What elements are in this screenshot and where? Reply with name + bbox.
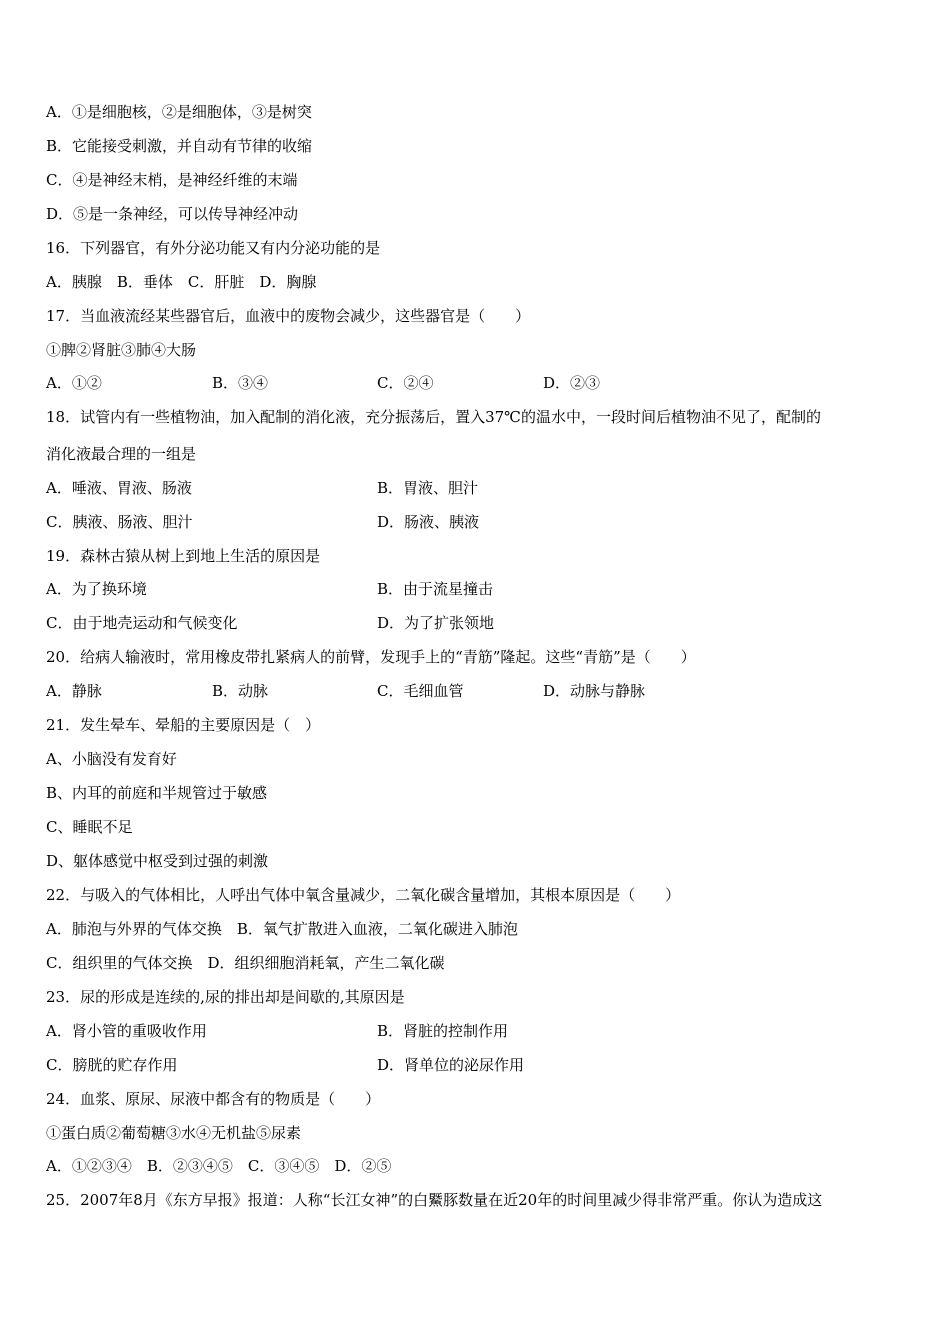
q22-options-cd: C．组织里的气体交换 D．组织细胞消耗氧，产生二氧化碳 bbox=[46, 954, 445, 972]
q19-option-a: A．为了换环境 bbox=[46, 580, 147, 598]
q22-options-ab: A．肺泡与外界的气体交换 B．氧气扩散进入血液，二氧化碳进入肺泡 bbox=[46, 920, 518, 938]
q18-stem-line1: 18．试管内有一些植物油，加入配制的消化液，充分振荡后，置入37℃的温水中，一段时间后植物油不见了，配制的 bbox=[46, 408, 821, 426]
q16-options: A．胰腺 B．垂体 C．肝脏 D．胸腺 bbox=[46, 273, 317, 291]
q20-option-d: D．动脉与静脉 bbox=[543, 682, 646, 700]
q15-option-b: B．它能接受刺激，并自动有节律的收缩 bbox=[46, 137, 313, 155]
q16-stem: 16．下列器官，有外分泌功能又有内分泌功能的是 bbox=[46, 239, 381, 257]
q17-option-a: A．①② bbox=[46, 374, 102, 392]
q17-stem: 17．当血液流经某些器官后，血液中的废物会减少，这些器官是（ ） bbox=[46, 307, 531, 325]
q19-option-c: C．由于地壳运动和气候变化 bbox=[46, 614, 238, 632]
q21-option-b: B、内耳的前庭和半规管过于敏感 bbox=[46, 784, 268, 802]
q15-option-c: C．④是神经末梢，是神经纤维的末端 bbox=[46, 171, 298, 189]
q19-option-b: B．由于流星撞击 bbox=[377, 580, 494, 598]
q21-option-d: D、躯体感觉中枢受到过强的刺激 bbox=[46, 852, 269, 870]
q18-option-d: D．肠液、胰液 bbox=[377, 513, 480, 531]
q25-stem: 25．2007年8月《东方早报》报道：人称“长江女神”的白鱀豚数量在近20年的时间里减少得非常严重。你认为造成这 bbox=[46, 1191, 823, 1209]
q15-option-d: D．⑤是一条神经，可以传导神经冲动 bbox=[46, 205, 299, 223]
q23-option-d: D．肾单位的泌尿作用 bbox=[377, 1056, 525, 1074]
q23-option-a: A．肾小管的重吸收作用 bbox=[46, 1022, 207, 1040]
q24-options: A．①②③④ B．②③④⑤ C．③④⑤ D．②⑤ bbox=[46, 1157, 392, 1175]
q17-option-d: D．②③ bbox=[543, 374, 601, 392]
q15-option-a: A．①是细胞核，②是细胞体，③是树突 bbox=[46, 103, 312, 121]
q18-option-b: B．胃液、胆汁 bbox=[377, 479, 479, 497]
q20-option-c: C．毛细血管 bbox=[377, 682, 464, 700]
q24-items: ①蛋白质②葡萄糖③水④无机盐⑤尿素 bbox=[46, 1124, 302, 1142]
q18-option-a: A．唾液、胃液、肠液 bbox=[46, 479, 192, 497]
q19-stem: 19．森林古猿从树上到地上生活的原因是 bbox=[46, 547, 321, 565]
q17-option-b: B．③④ bbox=[212, 374, 269, 392]
q23-stem: 23．尿的形成是连续的,尿的排出却是间歇的,其原因是 bbox=[46, 988, 405, 1006]
q18-option-c: C．胰液、肠液、胆汁 bbox=[46, 513, 193, 531]
q18-stem-line2: 消化液最合理的一组是 bbox=[46, 445, 197, 463]
q21-option-a: A、小脑没有发育好 bbox=[46, 750, 177, 768]
q23-option-b: B．肾脏的控制作用 bbox=[377, 1022, 509, 1040]
q21-stem: 21．发生晕车、晕船的主要原因是（ ） bbox=[46, 716, 321, 734]
q21-option-c: C、睡眠不足 bbox=[46, 818, 133, 836]
q22-stem: 22．与吸入的气体相比，人呼出气体中氧含量减少，二氧化碳含量增加，其根本原因是（ ） bbox=[46, 886, 681, 904]
q23-option-c: C．膀胱的贮存作用 bbox=[46, 1056, 178, 1074]
q19-option-d: D．为了扩张领地 bbox=[377, 614, 495, 632]
q17-items: ①脾②肾脏③肺④大肠 bbox=[46, 341, 197, 359]
q20-option-a: A．静脉 bbox=[46, 682, 102, 700]
q20-option-b: B．动脉 bbox=[212, 682, 269, 700]
q20-stem: 20．给病人输液时，常用橡皮带扎紧病人的前臂，发现手上的“青筋”隆起。这些“青筋”是（ ） bbox=[46, 648, 696, 666]
q24-stem: 24．血浆、原尿、尿液中都含有的物质是（ ） bbox=[46, 1090, 381, 1108]
q17-option-c: C．②④ bbox=[377, 374, 434, 392]
